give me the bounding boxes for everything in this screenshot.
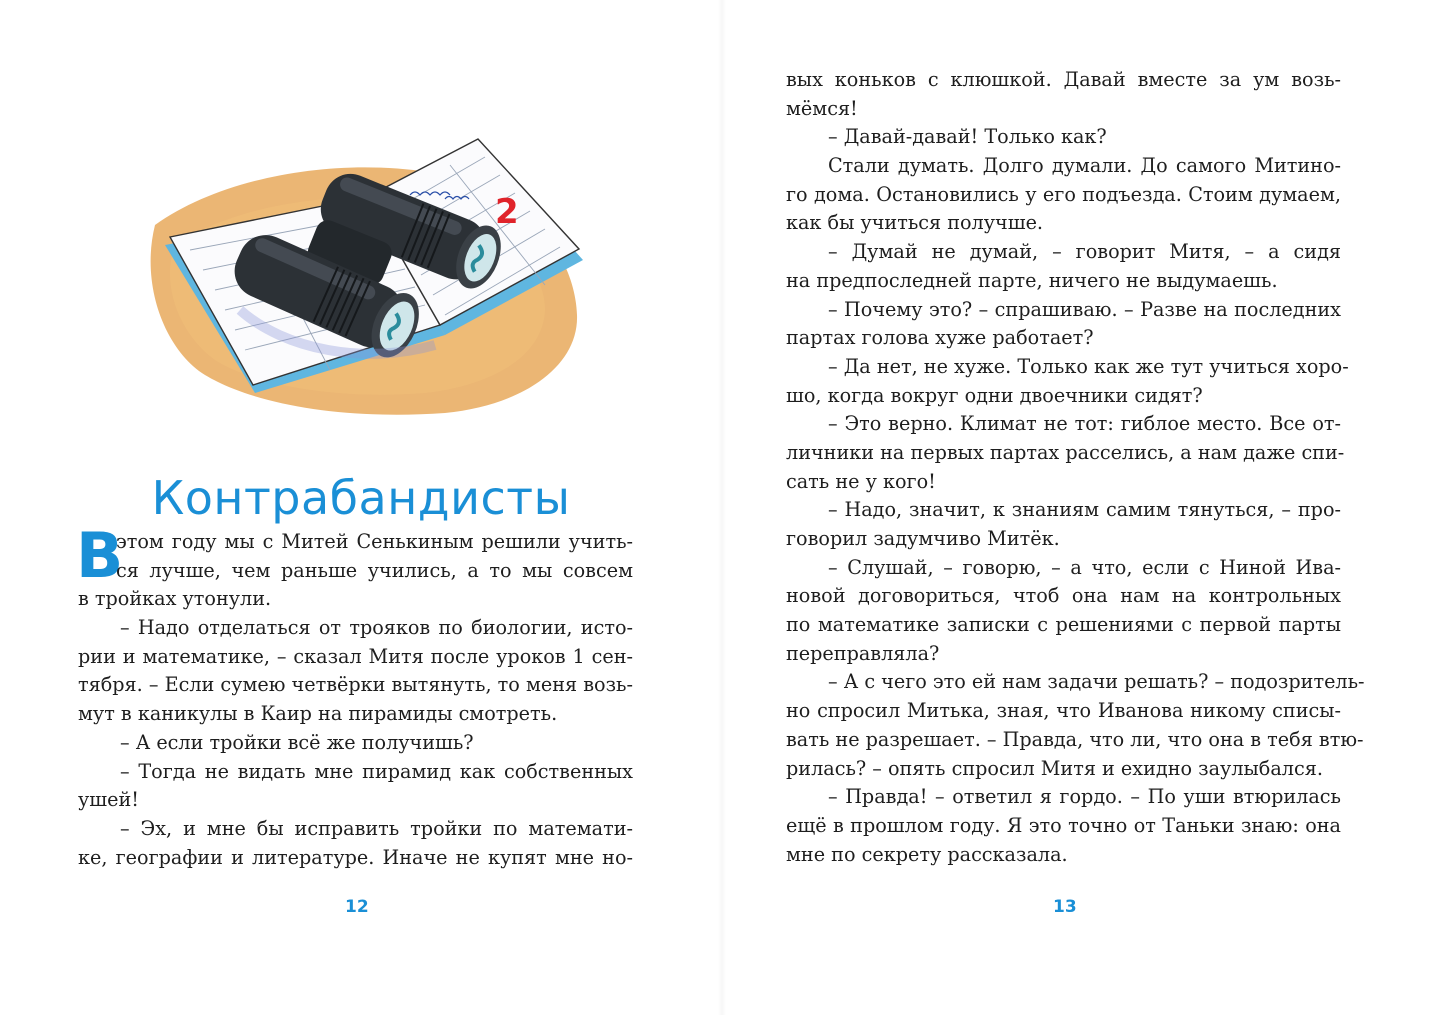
text-line: – Давай-давай! Только как?	[828, 125, 1107, 149]
text-line: личники на первых партах расселись, а нам даже спи-	[786, 440, 1345, 464]
text-line: вать не разрешает. – Правда, что ли, что она в тебя втю-	[786, 727, 1364, 751]
text-line: – Надо отделаться от трояков по биологии, исто-	[120, 616, 633, 640]
text-line: ушей!	[78, 788, 139, 812]
text-line: переправляла?	[786, 641, 940, 665]
text-line: – Почему это? – спрашиваю. – Разве на последних	[828, 297, 1341, 321]
text-line: – Это верно. Климат не тот: гиблое место. Все от-	[828, 412, 1341, 436]
chapter-title: Контрабандисты	[151, 470, 571, 525]
text-line: партах голова хуже работает?	[786, 326, 1094, 350]
text-line: шо, когда вокруг одни двоечники сидят?	[786, 383, 1203, 407]
text-line: но спросил Митька, зная, что Иванова никому списы-	[786, 699, 1341, 723]
text-line: ке, географии и литературе. Иначе не купят мне но-	[78, 845, 633, 869]
text-line: го дома. Остановились у его подъезда. Стоим думаем,	[786, 182, 1341, 206]
text-line: – А если тройки всё же получишь?	[120, 730, 474, 754]
right-page	[722, 0, 1445, 1015]
text-line: мне по секрету рассказала.	[786, 842, 1068, 866]
text-line: рии и математике, – сказал Митя после уроков 1 сен-	[78, 644, 633, 668]
text-line: по математике записки с решениями с первой парты	[786, 613, 1341, 637]
page-number-left: 12	[345, 897, 369, 917]
right-page-body	[722, 66, 1365, 869]
text-line: вых коньков с клюшкой. Давай вместе за ум возь-	[786, 68, 1341, 91]
text-line: рилась? – опять спросил Митя и ехидно заулыбался.	[786, 756, 1323, 780]
drop-cap: В	[76, 519, 124, 592]
text-line: – Тогда не видать мне пирамид как собственных	[120, 759, 633, 783]
text-line: ещё в прошлом году. Я это точно от Таньки знаю: она	[786, 813, 1341, 837]
text-line: – Надо, значит, к знаниям самим тянуться, – про-	[828, 498, 1341, 522]
left-page-body	[76, 519, 633, 872]
text-line: сать не у кого!	[786, 469, 936, 493]
text-line: ся лучше, чем раньше учились, а то мы совсем	[116, 558, 633, 582]
text-line: – А с чего это ей нам задачи решать? – подозритель-	[828, 670, 1365, 694]
text-line: этом году мы с Митей Сенькиным решили учить-	[116, 530, 633, 553]
text-line: как бы учиться получше.	[786, 211, 1044, 235]
grade-mark: 2	[495, 192, 519, 232]
text-line: – Слушай, – говорю, – а что, если с Ниной Ива-	[828, 555, 1341, 579]
binoculars-illustration	[145, 135, 585, 420]
left-page	[0, 0, 722, 1015]
text-line: говорил задумчиво Митёк.	[786, 527, 1060, 550]
text-line: Стали думать. Долго думали. До самого Митино-	[828, 154, 1341, 178]
text-line: тября. – Если сумею четвёрки вытянуть, то меня возь-	[78, 673, 633, 697]
text-line: – Эх, и мне бы исправить тройки по математи-	[120, 816, 633, 840]
text-line: – Да нет, не хуже. Только как же тут учиться хоро-	[828, 354, 1349, 378]
text-line: в тройках утонули.	[78, 587, 272, 611]
text-line: мёмся!	[786, 96, 858, 120]
text-line: – Думай не думай, – говорит Митя, – а сидя	[828, 240, 1341, 264]
text-line: на предпоследней парте, ничего не выдумаешь.	[786, 268, 1278, 292]
page-number-right: 13	[1053, 897, 1077, 917]
text-line: новой договориться, чтоб она нам на контрольных	[786, 584, 1341, 608]
text-line: мут в каникулы в Каир на пирамиды смотреть.	[78, 702, 558, 726]
text-line: – Правда! – ответил я гордо. – По уши втюрилась	[828, 785, 1341, 809]
